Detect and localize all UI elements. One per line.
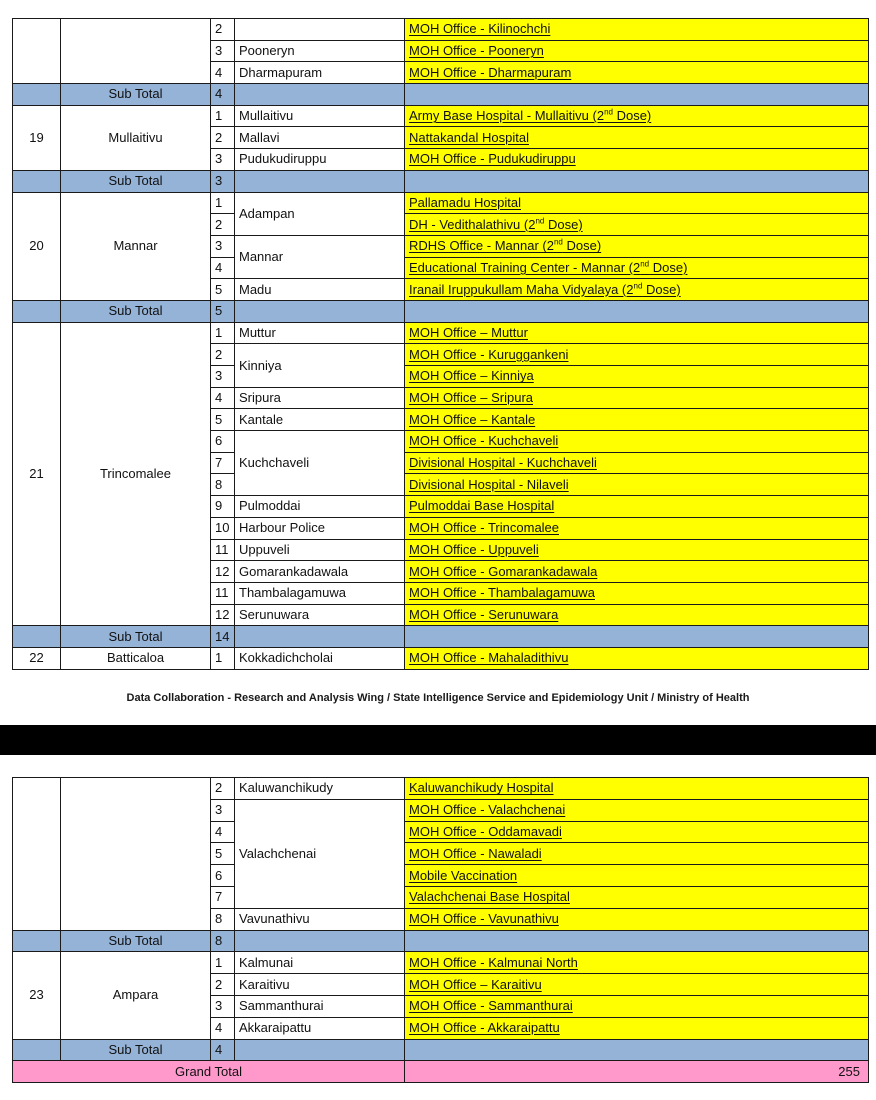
subtotal-blank (405, 300, 869, 322)
subtotal-label: Sub Total (61, 84, 211, 106)
subtotal-blank (235, 300, 405, 322)
location-cell: Valachchenai (235, 799, 405, 908)
center-text: Iranail Iruppukullam Maha Vidyalaya (2 (409, 281, 634, 297)
district-name: Ampara (61, 952, 211, 1039)
ordinal-suffix: nd (604, 107, 613, 117)
subtotal-blank (13, 626, 61, 648)
table-row (13, 647, 869, 669)
district-name-cell (61, 19, 211, 84)
row-index: 4 (211, 821, 235, 843)
row-index: 2 (211, 127, 235, 149)
location-cell: Kokkadichcholai (235, 647, 405, 669)
vaccination-center: MOH Office – Kantale (405, 409, 869, 431)
location-cell: Dharmapuram (235, 62, 405, 84)
vaccination-centers-table-continued (12, 777, 869, 1083)
vaccination-center (405, 105, 869, 127)
data-collaboration-footer: Data Collaboration - Research and Analysis Wing / State Intelligence Service and Epidemiology Unit / Ministry of Health (126, 692, 750, 704)
center-text-tail: Dose) (562, 238, 602, 254)
district-number: 21 (13, 322, 61, 626)
district-no-cell (13, 19, 61, 84)
row-index: 1 (211, 105, 235, 127)
vaccination-center: Divisional Hospital - Nilaveli (405, 474, 869, 496)
vaccination-center: MOH Office - Valachchenai (405, 799, 869, 821)
location-cell: Mannar (235, 235, 405, 278)
vaccination-center: MOH Office - Akkaraipattu (405, 1017, 869, 1039)
ordinal-suffix: nd (553, 237, 563, 247)
vaccination-center: MOH Office - Kuchchaveli (405, 431, 869, 453)
vaccination-center: MOH Office - Trincomalee (405, 517, 869, 539)
row-index: 9 (211, 496, 235, 518)
vaccination-center: Nattakandal Hospital (405, 127, 869, 149)
location-cell: Pooneryn (235, 40, 405, 62)
grand-total-value: 255 (405, 1061, 869, 1083)
subtotal-value: 5 (211, 300, 235, 322)
row-index: 12 (211, 561, 235, 583)
grand-total-label: Grand Total (13, 1061, 405, 1083)
center-text-tail: Dose) (544, 216, 583, 232)
vaccination-center: MOH Office - Uppuveli (405, 539, 869, 561)
vaccination-center: MOH Office – Karaitivu (405, 974, 869, 996)
district-number: 23 (13, 952, 61, 1039)
subtotal-blank (13, 84, 61, 106)
subtotal-blank (13, 170, 61, 192)
vaccination-center: MOH Office - Oddamavadi (405, 821, 869, 843)
row-index: 8 (211, 474, 235, 496)
row-index: 2 (211, 19, 235, 41)
row-index: 1 (211, 322, 235, 344)
subtotal-value: 14 (211, 626, 235, 648)
subtotal-blank (235, 626, 405, 648)
subtotal-blank (13, 300, 61, 322)
location-cell: Pulmoddai (235, 496, 405, 518)
row-index: 4 (211, 1017, 235, 1039)
vaccination-center: Divisional Hospital - Kuchchaveli (405, 452, 869, 474)
location-cell: Gomarankadawala (235, 561, 405, 583)
district-number: 22 (13, 647, 61, 669)
location-cell: Sammanthurai (235, 995, 405, 1017)
district-name-cell (61, 778, 211, 931)
vaccination-center: MOH Office - Sammanthurai (405, 995, 869, 1017)
row-index: 1 (211, 192, 235, 214)
district-name: Mannar (61, 192, 211, 300)
location-cell: Kuchchaveli (235, 431, 405, 496)
row-index: 11 (211, 539, 235, 561)
subtotal-blank (235, 84, 405, 106)
subtotal-value: 8 (211, 930, 235, 952)
table-row (13, 19, 869, 41)
grand-total-row (13, 1061, 869, 1083)
location-cell: Uppuveli (235, 539, 405, 561)
ordinal-suffix: nd (535, 216, 545, 226)
row-index: 12 (211, 604, 235, 626)
table-row (13, 952, 869, 974)
subtotal-row (13, 626, 869, 648)
district-name: Trincomalee (61, 322, 211, 626)
location-cell: Mullaitivu (235, 105, 405, 127)
location-cell: Adampan (235, 192, 405, 235)
table-row (13, 192, 869, 214)
subtotal-row (13, 1039, 869, 1061)
ordinal-suffix: nd (640, 259, 650, 269)
vaccination-center: MOH Office - Pooneryn (405, 40, 869, 62)
subtotal-blank (13, 1039, 61, 1061)
location-cell: Sripura (235, 387, 405, 409)
row-index: 2 (211, 344, 235, 366)
row-index: 2 (211, 974, 235, 996)
table-row (13, 105, 869, 127)
subtotal-label: Sub Total (61, 300, 211, 322)
vaccination-center: MOH Office - Dharmapuram (405, 62, 869, 84)
subtotal-blank (235, 1039, 405, 1061)
subtotal-value: 3 (211, 170, 235, 192)
vaccination-center: Kaluwanchikudy Hospital (405, 778, 869, 800)
vaccination-center: MOH Office – Sripura (405, 387, 869, 409)
vaccination-center: MOH Office - Kalmunai North (405, 952, 869, 974)
district-number: 19 (13, 105, 61, 170)
district-number: 20 (13, 192, 61, 300)
vaccination-center: Valachchenai Base Hospital (405, 886, 869, 908)
row-index: 1 (211, 952, 235, 974)
subtotal-blank (13, 930, 61, 952)
location-cell: Mallavi (235, 127, 405, 149)
vaccination-center: MOH Office - Vavunathivu (405, 908, 869, 930)
location-cell: Kinniya (235, 344, 405, 387)
location-cell: Madu (235, 279, 405, 301)
row-index: 10 (211, 517, 235, 539)
center-text: Army Base Hospital - Mullaitivu (2 (409, 108, 605, 124)
row-index: 3 (211, 149, 235, 171)
subtotal-row (13, 84, 869, 106)
district-name: Mullaitivu (61, 105, 211, 170)
center-text: RDHS Office - Mannar (2 (409, 238, 554, 254)
row-index: 3 (211, 799, 235, 821)
vaccination-center: MOH Office - Gomarankadawala (405, 561, 869, 583)
ordinal-suffix: nd (633, 281, 643, 291)
vaccination-center (405, 235, 869, 257)
subtotal-blank (405, 626, 869, 648)
row-index: 4 (211, 387, 235, 409)
subtotal-blank (235, 170, 405, 192)
subtotal-row (13, 930, 869, 952)
location-cell: Kalmunai (235, 952, 405, 974)
row-index: 5 (211, 843, 235, 865)
row-index: 1 (211, 647, 235, 669)
vaccination-centers-table (12, 18, 869, 670)
subtotal-blank (235, 930, 405, 952)
vaccination-center: MOH Office - Pudukudiruppu (405, 149, 869, 171)
row-index: 6 (211, 431, 235, 453)
row-index: 2 (211, 778, 235, 800)
vaccination-center: MOH Office - Serunuwara (405, 604, 869, 626)
center-text-tail: Dose) (649, 259, 688, 275)
subtotal-blank (405, 1039, 869, 1061)
location-cell: Harbour Police (235, 517, 405, 539)
row-index: 6 (211, 865, 235, 887)
location-cell: Kantale (235, 409, 405, 431)
subtotal-label: Sub Total (61, 626, 211, 648)
row-index: 3 (211, 995, 235, 1017)
row-index: 11 (211, 582, 235, 604)
row-index: 3 (211, 366, 235, 388)
row-index: 5 (211, 279, 235, 301)
row-index: 3 (211, 40, 235, 62)
row-index: 7 (211, 452, 235, 474)
vaccination-center (405, 257, 869, 279)
location-cell: Karaitivu (235, 974, 405, 996)
location-cell: Vavunathivu (235, 908, 405, 930)
center-text-tail: Dose) (642, 281, 681, 297)
location-cell: Serunuwara (235, 604, 405, 626)
vaccination-center: MOH Office - Mahaladithivu (405, 647, 869, 669)
vaccination-center: MOH Office - Nawaladi (405, 843, 869, 865)
vaccination-center: MOH Office – Muttur (405, 322, 869, 344)
location-cell: Kaluwanchikudy (235, 778, 405, 800)
location-cell: Pudukudiruppu (235, 149, 405, 171)
table-row (13, 322, 869, 344)
district-name: Batticaloa (61, 647, 211, 669)
subtotal-blank (405, 84, 869, 106)
vaccination-center: Pulmoddai Base Hospital (405, 496, 869, 518)
location-cell: Muttur (235, 322, 405, 344)
vaccination-center: MOH Office - Kilinochchi (405, 19, 869, 41)
center-text: DH - Vedithalathivu (2 (409, 216, 536, 232)
vaccination-center: MOH Office – Kinniya (405, 366, 869, 388)
row-index: 3 (211, 235, 235, 257)
vaccination-center: MOH Office - Kuruggankeni (405, 344, 869, 366)
subtotal-value: 4 (211, 84, 235, 106)
vaccination-center: Pallamadu Hospital (405, 192, 869, 214)
row-index: 8 (211, 908, 235, 930)
subtotal-row (13, 300, 869, 322)
row-index: 4 (211, 257, 235, 279)
subtotal-blank (405, 930, 869, 952)
subtotal-label: Sub Total (61, 170, 211, 192)
vaccination-center: MOH Office - Thambalagamuwa (405, 582, 869, 604)
row-index: 4 (211, 62, 235, 84)
vaccination-center (405, 214, 869, 236)
vaccination-center (405, 279, 869, 301)
row-index: 5 (211, 409, 235, 431)
location-cell: Thambalagamuwa (235, 582, 405, 604)
vaccination-center: Mobile Vaccination (405, 865, 869, 887)
subtotal-label: Sub Total (61, 930, 211, 952)
table-row (13, 778, 869, 800)
location-cell: Akkaraipattu (235, 1017, 405, 1039)
center-text: Educational Training Center - Mannar (2 (409, 259, 641, 275)
district-no-cell (13, 778, 61, 931)
subtotal-label: Sub Total (61, 1039, 211, 1061)
subtotal-row (13, 170, 869, 192)
location-cell (235, 19, 405, 41)
page-separator (0, 725, 876, 755)
center-text-tail: Dose) (612, 108, 652, 124)
row-index: 7 (211, 886, 235, 908)
row-index: 2 (211, 214, 235, 236)
subtotal-value: 4 (211, 1039, 235, 1061)
subtotal-blank (405, 170, 869, 192)
